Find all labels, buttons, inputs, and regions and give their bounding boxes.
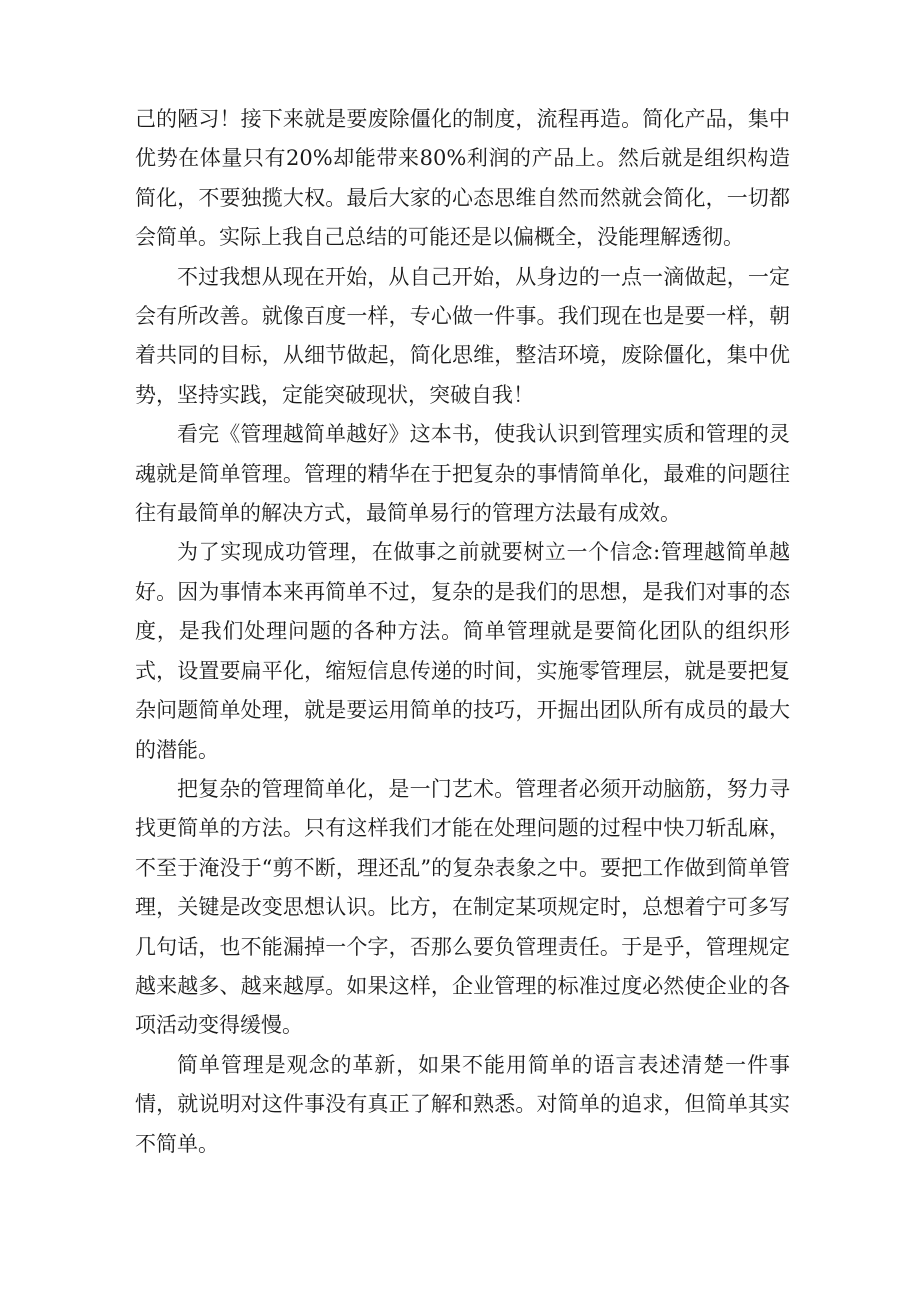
paragraph-1: 己的陋习！接下来就是要废除僵化的制度，流程再造。简化产品，集中优势在体量只有20%却能带来80%利润的产品上。然后就是组织构造简化，不要独揽大权。最后大家的心态思维自然而然就会简化，一切都会简单。实际上我自己总结的可能还是以偏概全，没能理解透彻。 bbox=[135, 107, 790, 250]
paragraph-5: 把复杂的管理简单化，是一门艺术。管理者必须开动脑筋，努力寻找更简单的方法。只有这样我们才能在处理问题的过程中快刀斩乱麻，不至于淹没于“剪不断，理还乱”的复杂表象之中。要把工作做到简单管理，关键是改变思想认识。比方，在制定某项规定时，总想着宁可多写几句话，也不能漏掉一个字，否那么要负管理责任。于是乎，管理规定越来越多、越来越厚。如果这样，企业管理的标准过度必然使企业的各项活动变得缓慢。 bbox=[135, 776, 790, 1038]
paragraph-3: 看完《管理越简单越好》这本书，使我认识到管理实质和管理的灵魂就是简单管理。管理的精华在于把复杂的事情简单化，最难的问题往往有最简单的解决方式，最简单易行的管理方法最有成效。 bbox=[135, 422, 790, 526]
paragraph-2: 不过我想从现在开始，从自己开始，从身边的一点一滴做起，一定会有所改善。就像百度一样，专心做一件事。我们现在也是要一样，朝着共同的目标，从细节做起，简化思维，整洁环境，废除僵化，集中优势，坚持实践，定能突破现状，突破自我！ bbox=[135, 264, 790, 407]
document-page bbox=[135, 100, 790, 1164]
paragraph-4: 为了实现成功管理，在做事之前就要树立一个信念:管理越简单越好。因为事情本来再简单不过，复杂的是我们的思想，是我们对事的态度，是我们处理问题的各种方法。简单管理就是要简化团队的组织形式，设置要扁平化，缩短信息传递的时间，实施零管理层，就是要把复杂问题简单处理，就是要运用简单的技巧，开掘出团队所有成员的最大的潜能。 bbox=[135, 540, 790, 762]
paragraph-6: 简单管理是观念的革新，如果不能用简单的语言表述清楚一件事情，就说明对这件事没有真正了解和熟悉。对简单的追求，但简单其实不简单。 bbox=[135, 1052, 790, 1156]
